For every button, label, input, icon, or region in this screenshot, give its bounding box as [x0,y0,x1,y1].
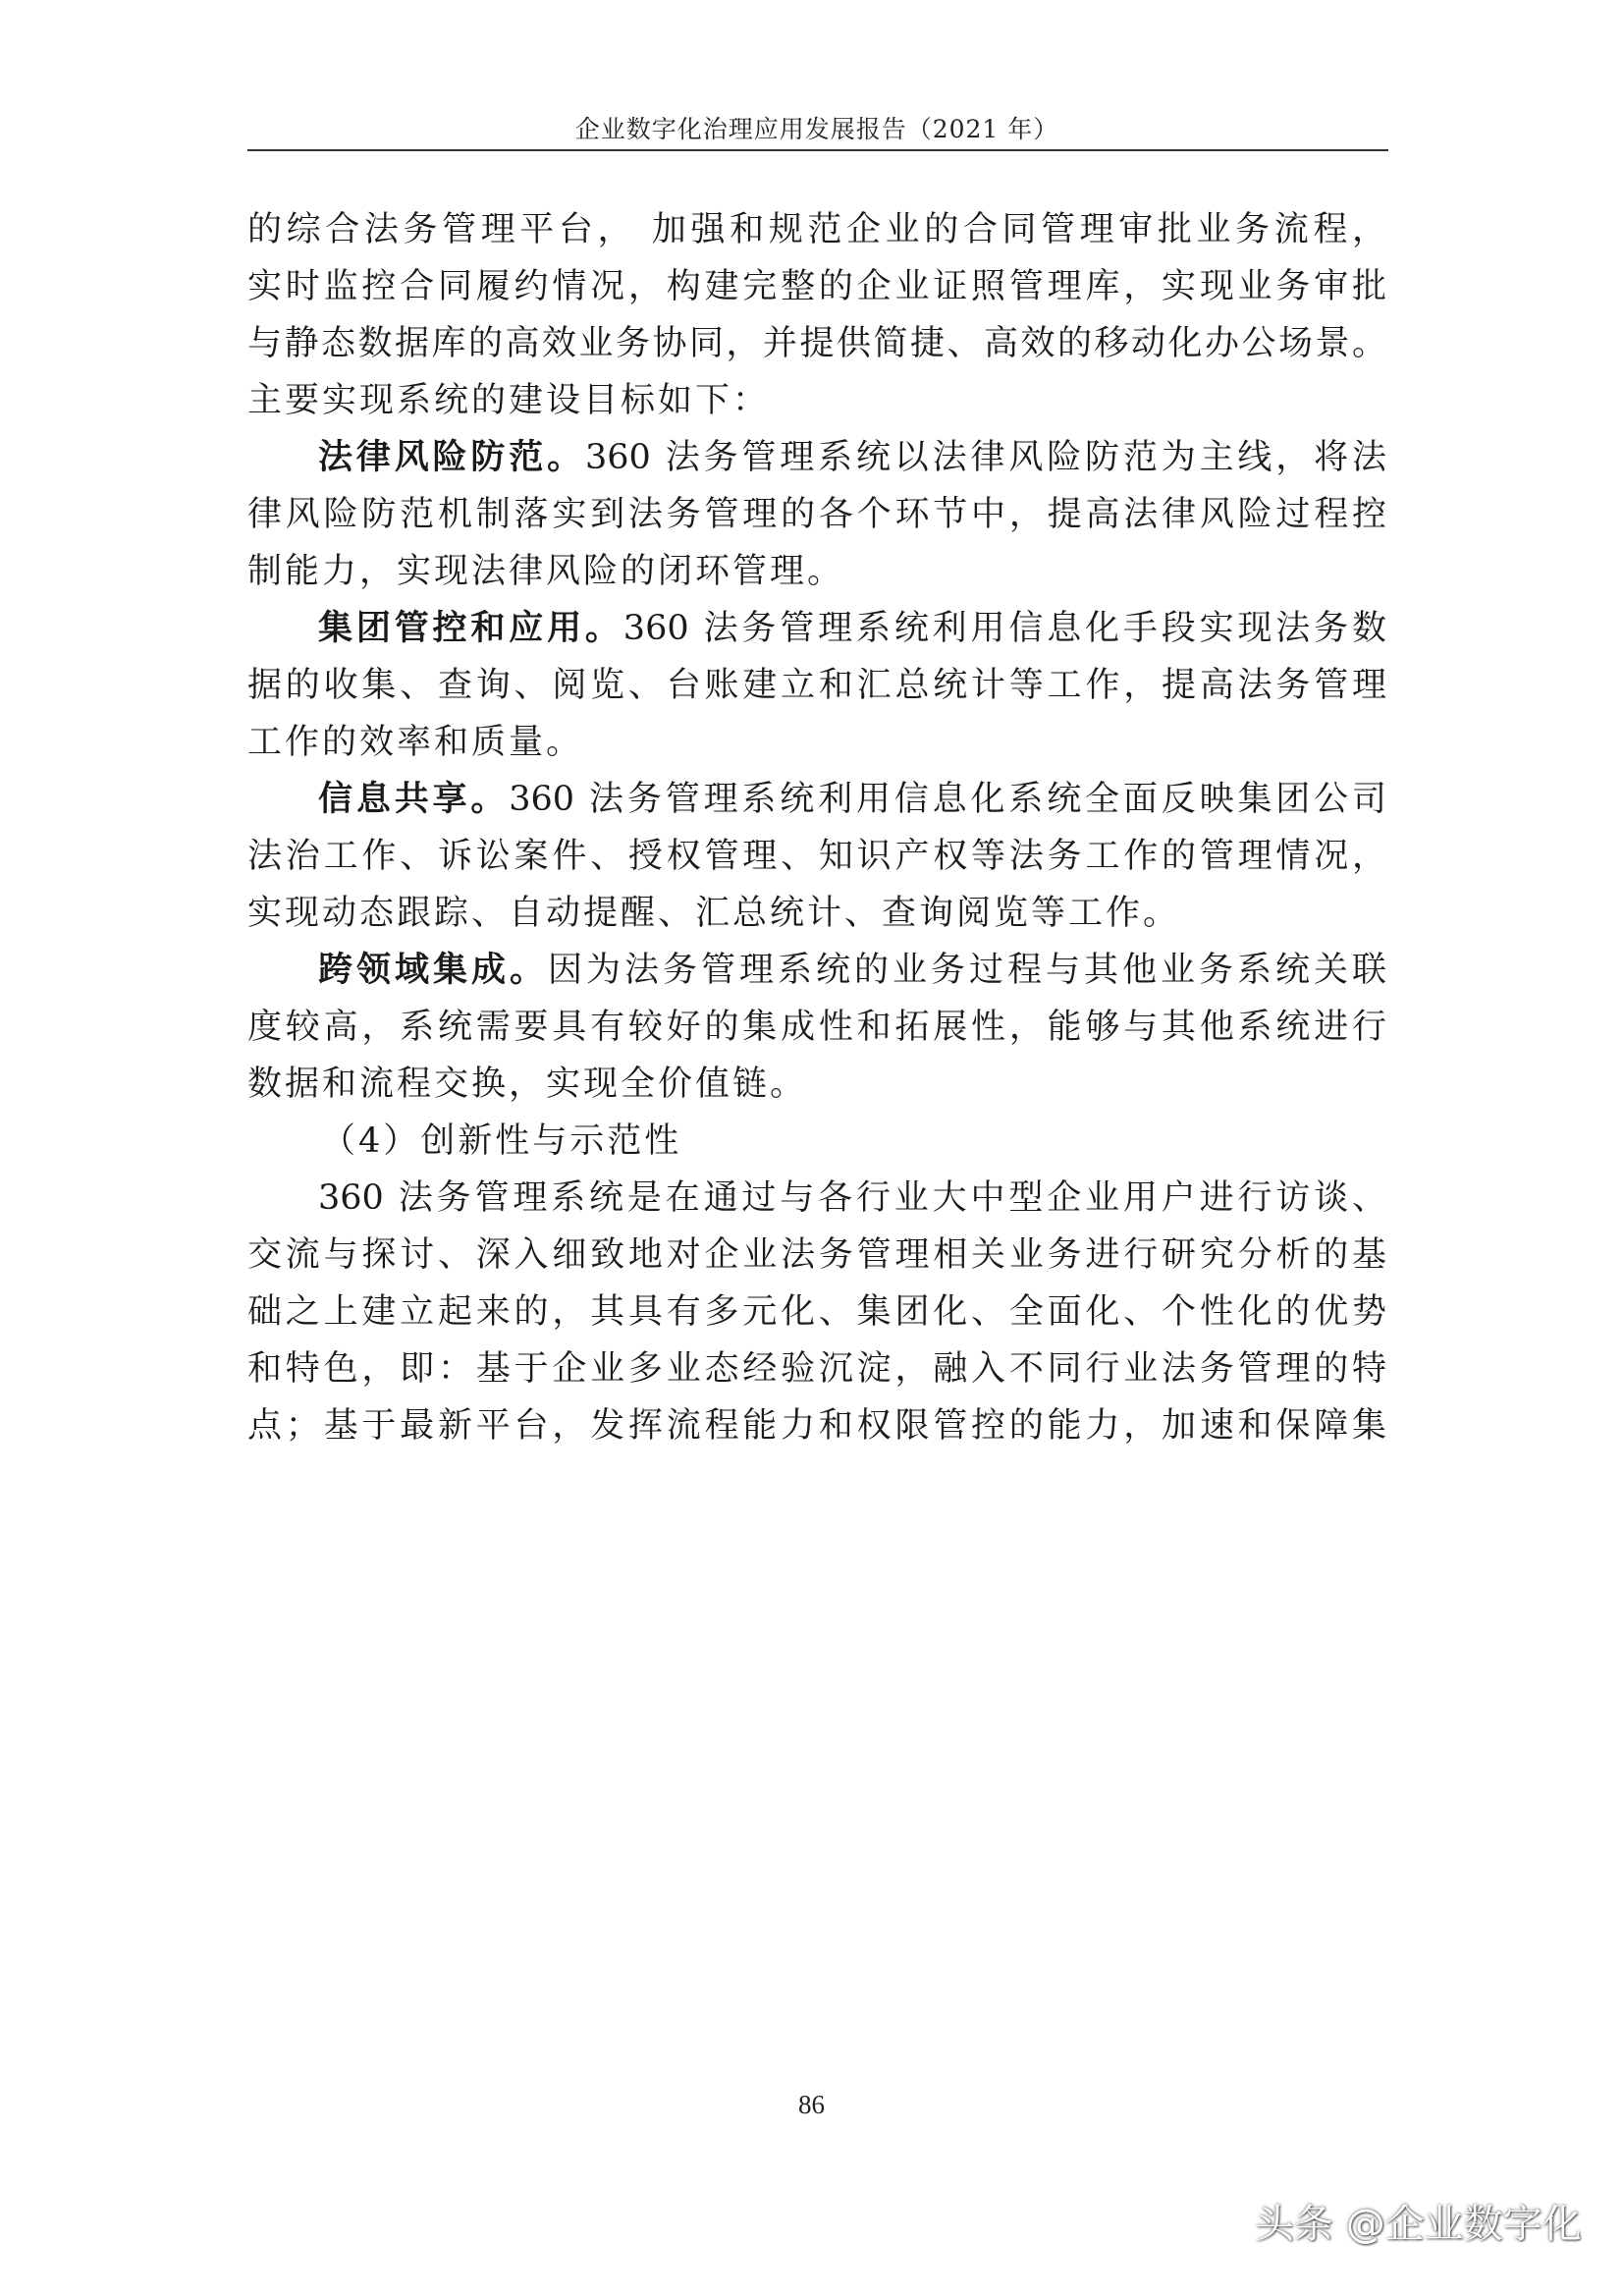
paragraph-first-line: 360 法务管理系统是在通过与各行业大中型企业用户进行访谈、 [318,1178,1386,1218]
paragraph-line: 据的收集、查询、阅览、台账建立和汇总统计等工作，提高法务管理 [247,666,1386,705]
bold-lead: 跨领域集成。 [318,951,548,990]
paragraph-line: 交流与探讨、深入细致地对企业法务管理相关业务进行研究分析的基 [247,1235,1386,1275]
bold-lead: 法律风险防范。 [318,438,585,477]
paragraph-line: 数据和流程交换，实现全价值链。 [247,1065,808,1104]
paragraph-line: 实时监控合同履约情况，构建完整的企业证照管理库，实现业务审批 [247,267,1386,306]
paragraph-line: 础之上建立起来的，其具有多元化、集团化、全面化、个性化的优势 [247,1292,1386,1332]
bold-lead: 集团管控和应用。 [318,609,623,648]
paragraph-first-line [247,429,1386,486]
section-heading: （4）创新性与示范性 [321,1121,682,1161]
paragraph-line: 和特色，即：基于企业多业态经验沉淀，融入不同行业法务管理的特 [247,1349,1386,1389]
paragraph-text: 360 法务管理系统以法律风险防范为主线，将法 [584,438,1386,477]
paragraph-text: 因为法务管理系统的业务过程与其他业务系统关联 [548,951,1386,990]
watermark: 头条 @企业数字化 [1255,2202,1582,2247]
paragraph-text: 360 法务管理系统利用信息化手段实现法务数 [622,609,1386,648]
header-divider [247,149,1388,151]
paragraph-line: 工作的效率和质量。 [247,723,584,762]
paragraph-line: 实现动态跟踪、自动提醒、汇总统计、查询阅览等工作。 [247,894,1181,933]
paragraph-line: 制能力，实现法律风险的闭环管理。 [247,552,845,591]
paragraph-line: 的综合法务管理平台， 加强和规范企业的合同管理审批业务流程， [247,210,1386,249]
paragraph-line: 与静态数据库的高效业务协同，并提供简捷、高效的移动化办公场景。 [247,324,1386,363]
paragraph-line: 律风险防范机制落实到法务管理的各个环节中，提高法律风险过程控 [247,495,1386,534]
paragraph-line: 度较高，系统需要具有较好的集成性和拓展性，能够与其他系统进行 [247,1008,1386,1047]
bold-lead: 信息共享。 [318,780,510,819]
page-number: 86 [798,2090,825,2119]
paragraph-line: 主要实现系统的建设目标如下： [247,381,771,420]
paragraph-first-line [247,771,1386,828]
paragraph-first-line [247,600,1386,657]
running-header: 企业数字化治理应用发展报告（2021 年） [574,115,1059,143]
paragraph-first-line [247,942,1386,999]
paragraph-text: 360 法务管理系统利用信息化系统全面反映集团公司 [509,780,1386,819]
page-body [247,201,1386,1454]
paragraph-line: 法治工作、诉讼案件、授权管理、知识产权等法务工作的管理情况， [247,837,1386,876]
paragraph-line: 点；基于最新平台，发挥流程能力和权限管控的能力，加速和保障集 [247,1406,1386,1446]
